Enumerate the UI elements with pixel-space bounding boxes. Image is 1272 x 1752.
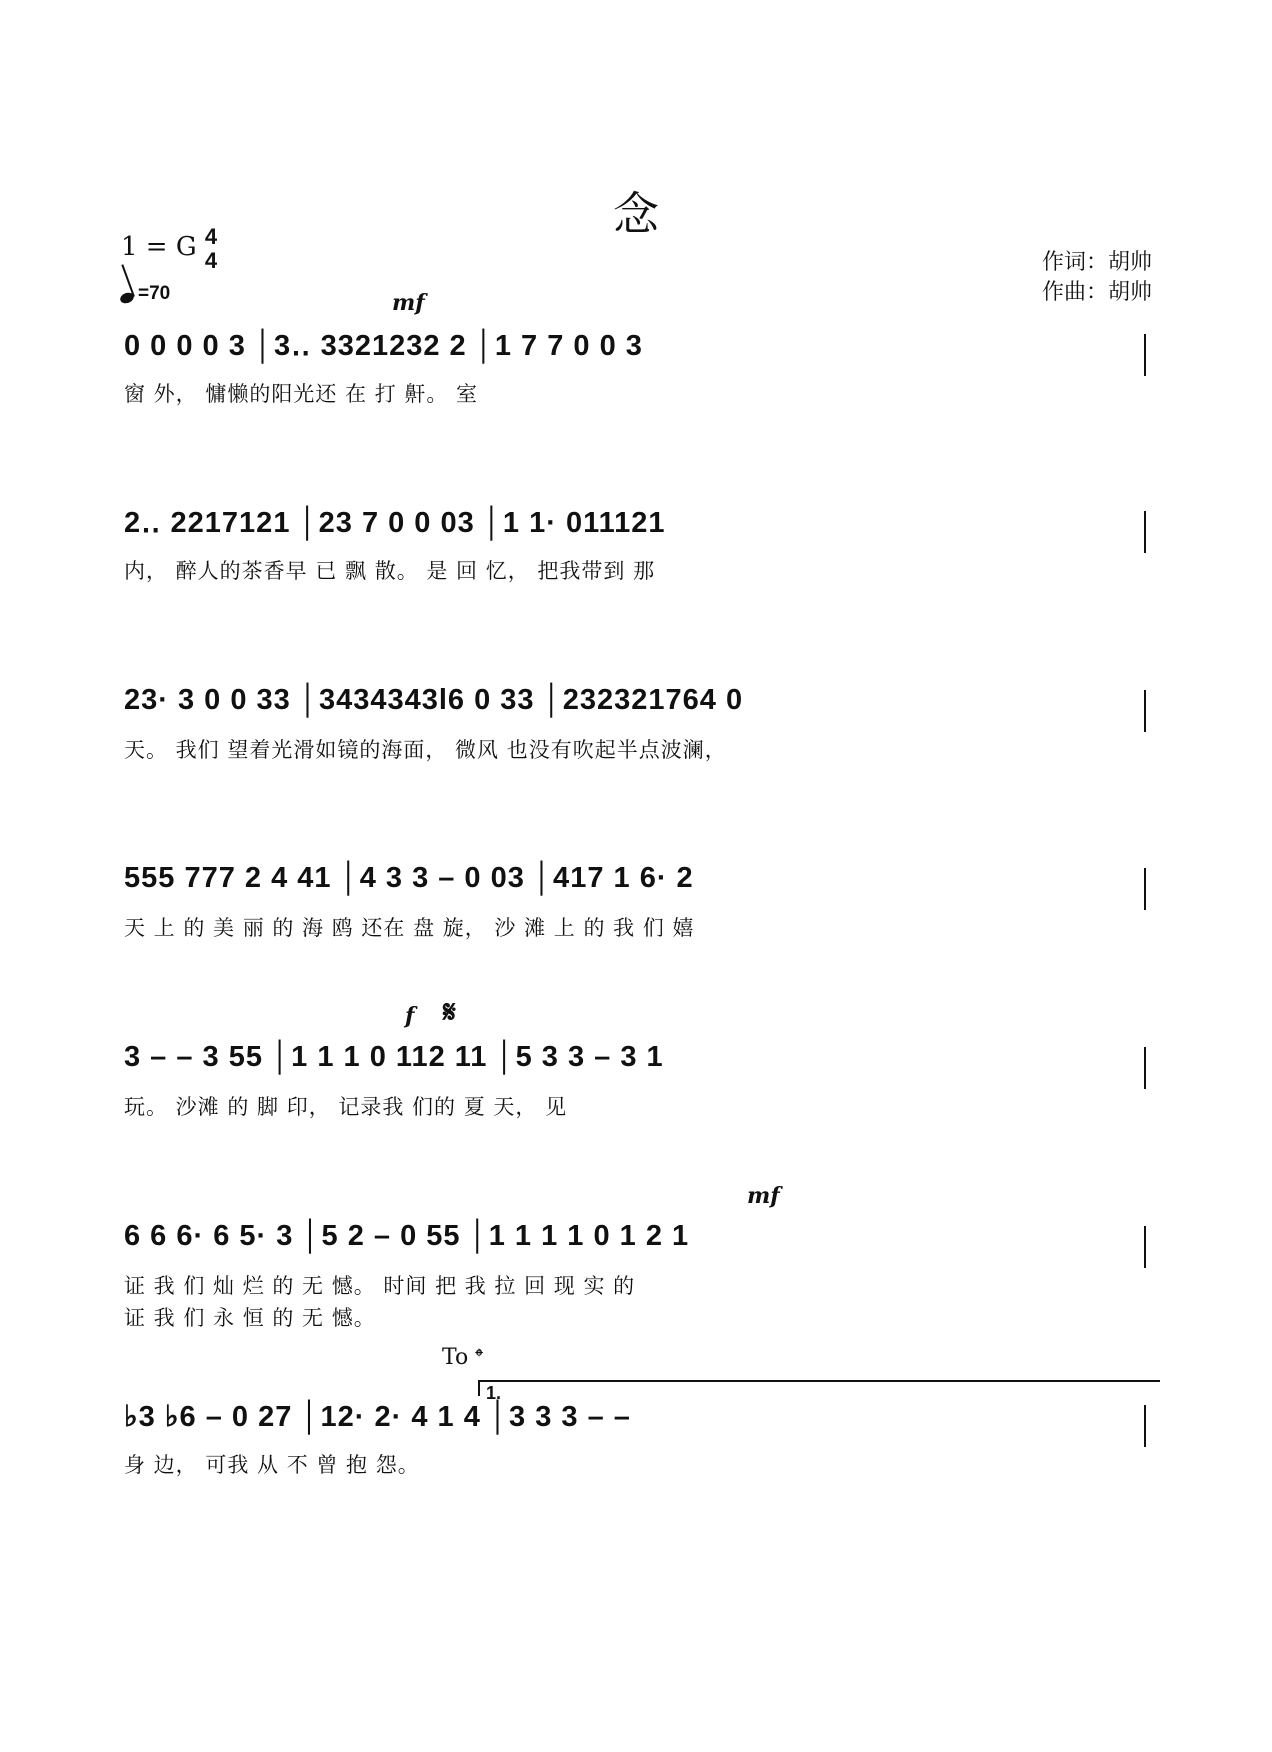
time-signature-top: 4 [204, 224, 218, 249]
quarter-note-icon [119, 291, 136, 305]
dynamic-mf-1: mf [392, 290, 425, 316]
notation-line: 3 – – 3 55 │1 1 1 0 112 11 │5 3 3 – 3 1 [124, 1041, 664, 1073]
key-signature: 1 = G [121, 232, 197, 262]
lyric-line: 窗 外， 慵懒的阳光还 在 打 鼾。 室 [124, 382, 479, 406]
volta-label: 1. [486, 1383, 502, 1403]
to-coda-marking: To 𝄌 [442, 1345, 483, 1370]
score-row-7 [0, 1399, 1272, 1559]
barline-end [1144, 1226, 1146, 1268]
tempo-value: =70 [138, 283, 171, 304]
notation-line: 0 0 0 0 3 │3‥ 3321232 2 │1 7 7 0 0 3 [124, 330, 643, 362]
first-ending-bracket [478, 1380, 1160, 1403]
barline-end [1144, 334, 1146, 376]
lyric-line: 玩。 沙滩 的 脚 印， 记录我 们的 夏 天， 见 [124, 1095, 568, 1119]
barline-end [1144, 1047, 1146, 1089]
lyric-line-verse-2: 证 我 们 永 恒 的 无 憾。 [124, 1306, 376, 1330]
notation-line: 555 777 2 4 41 │4 3 3 – 0 03 │417 1 6· 2 [124, 862, 694, 894]
tempo-marking [120, 283, 170, 305]
dynamic-mf-2: mf [747, 1183, 780, 1209]
barline-end [1144, 868, 1146, 910]
barline-end [1144, 511, 1146, 553]
score-row-3 [0, 684, 1272, 844]
barline-end [1144, 1405, 1146, 1447]
lyric-line: 内， 醉人的茶香早 已 飘 散。 是 回 忆， 把我带到 那 [124, 559, 656, 583]
composer-credit: 作曲：胡帅 [1041, 280, 1152, 305]
score-row-2 [0, 505, 1272, 665]
song-title: 念 [613, 187, 659, 241]
lyric-line: 身 边， 可我 从 不 曾 抱 怨。 [124, 1453, 420, 1477]
barline-end [1144, 690, 1146, 732]
dynamic-f: f [405, 1003, 415, 1029]
score-row-5 [0, 1041, 1272, 1201]
lyricist-credit: 作词：胡帅 [1041, 250, 1152, 275]
lyric-line: 证 我 们 灿 烂 的 无 憾。 时间 把 我 拉 回 现 实 的 [124, 1274, 636, 1298]
notation-line: 6 6 6· 6 5· 3 │5 2 – 0 55 │1 1 1 1 0 1 2 1 [124, 1220, 690, 1252]
notation-line: 2‥ 2217121 │23 7 0 0 03 │1 1· 011121 [124, 507, 666, 539]
time-signature [200, 225, 222, 273]
score-row-4 [0, 862, 1272, 1022]
segno-icon: 𝄋 [443, 995, 456, 1030]
score-row-6 [0, 1220, 1272, 1380]
time-signature-bottom: 4 [204, 248, 218, 273]
lyric-line: 天。 我们 望着光滑如镜的海面， 微风 也没有吹起半点波澜， [124, 738, 727, 762]
notation-line: 23· 3 0 0 33 │3434343l6 0 33 │232321764 0 [124, 684, 744, 716]
notation-line: ♭3 ♭6 – 0 27 │12· 2· 4 1 4 │3 3 3 – – [124, 1401, 631, 1433]
score-row-1 [0, 328, 1272, 488]
lyric-line: 天 上 的 美 丽 的 海 鸥 还在 盘 旋， 沙 滩 上 的 我 们 嬉 [124, 916, 695, 940]
